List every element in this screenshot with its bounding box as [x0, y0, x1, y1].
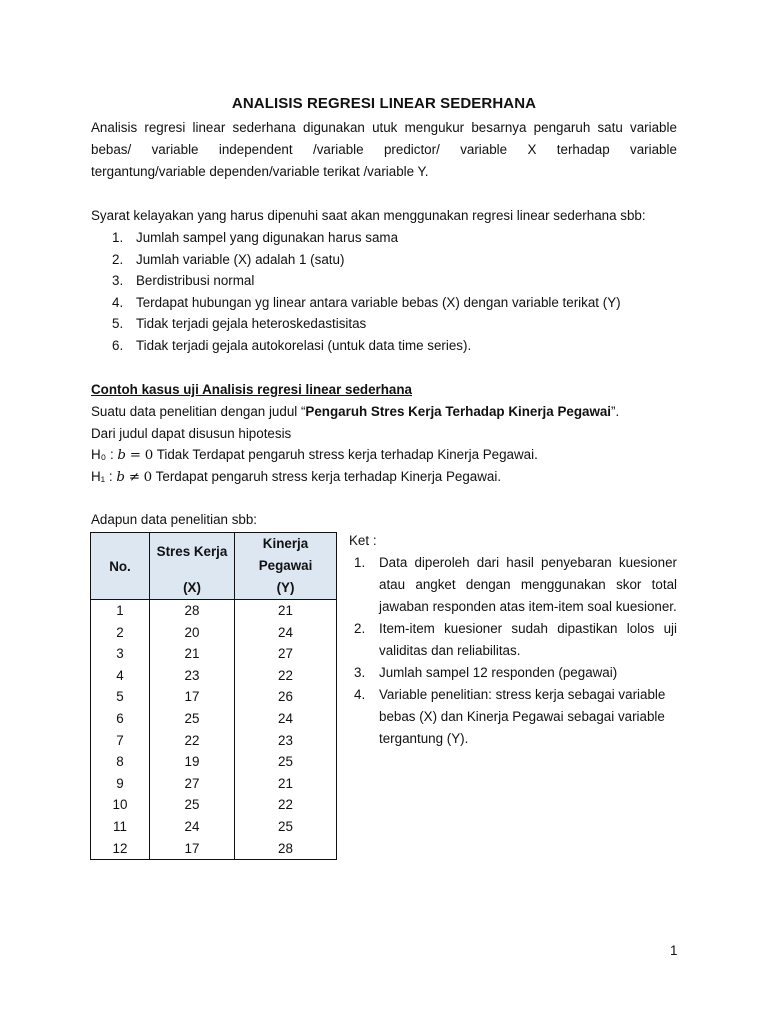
cell-y: 26 — [235, 686, 337, 708]
cell-no: 9 — [91, 773, 150, 795]
list-text: Item-item kuesioner sudah dipastikan lolos uji validitas dan reliabilitas. — [379, 621, 677, 658]
contoh-heading: Contoh kasus uji Analisis regresi linear sederhana — [91, 382, 412, 397]
word: X — [527, 142, 537, 157]
cell-y: 25 — [235, 751, 337, 773]
list-item — [112, 292, 672, 314]
h0-value: 0 — [144, 448, 154, 463]
header-no: No. — [91, 533, 150, 600]
word: variable — [460, 142, 508, 157]
table-row — [91, 622, 337, 644]
cell-x: 19 — [150, 751, 235, 773]
list-item — [112, 270, 672, 292]
cell-x: 27 — [150, 773, 235, 795]
list-text: Jumlah variable (X) adalah 1 (satu) — [136, 251, 345, 267]
cell-y: 23 — [235, 730, 337, 752]
cell-no: 11 — [91, 816, 150, 838]
cell-x: 17 — [150, 838, 235, 860]
cell-x: 28 — [150, 600, 235, 622]
h0-variable: b — [117, 448, 126, 463]
hypothesis-h0 — [91, 444, 538, 467]
table-row — [91, 773, 337, 795]
word: regresi — [144, 120, 186, 135]
ket-list — [354, 552, 677, 750]
list-item — [112, 335, 672, 357]
header-x-label: Stres Kerja — [156, 544, 228, 559]
header-y-symbol: (Y) — [276, 580, 295, 595]
word: besarnya — [471, 120, 527, 135]
list-number: 3. — [112, 273, 124, 289]
h1-operator: ≠ — [128, 470, 140, 485]
syarat-intro: Syarat kelayakan yang harus dipenuhi saat akan menggunakan regresi linear sederhana sbb: — [91, 208, 646, 223]
cell-no: 4 — [91, 665, 150, 687]
cell-y: 21 — [235, 600, 337, 622]
study-suffix: ”. — [611, 404, 620, 419]
header-y — [235, 533, 337, 600]
cell-no: 12 — [91, 838, 150, 860]
cell-no: 3 — [91, 643, 150, 665]
list-item — [112, 227, 672, 249]
word: variable — [151, 142, 199, 157]
word: utuk — [372, 120, 398, 135]
word: variable — [630, 120, 677, 135]
list-text: Variable penelitian: stress kerja sebagai variable bebas (X) dan Kinerja Pegawai sebagai variable tergantung (Y). — [379, 687, 666, 746]
list-number: 2. — [354, 621, 366, 636]
h1-label: H₁ : — [91, 469, 113, 484]
table-row — [91, 686, 337, 708]
cell-no: 6 — [91, 708, 150, 730]
list-item — [354, 618, 677, 662]
list-text: Jumlah sampel yang digunakan harus sama — [136, 230, 399, 245]
word: independent — [218, 142, 293, 157]
list-item — [354, 552, 677, 618]
word: satu — [597, 120, 623, 135]
hipotesis-intro: Dari judul dapat disusun hipotesis — [91, 426, 292, 441]
table-row — [91, 730, 337, 752]
header-x — [150, 533, 235, 600]
cell-no: 1 — [91, 600, 150, 622]
cell-x: 22 — [150, 730, 235, 752]
list-text: Berdistribusi normal — [136, 273, 255, 289]
word: Analisis — [91, 120, 138, 135]
table-row — [91, 708, 337, 730]
data-intro: Adapun data penelitian sbb: — [91, 512, 258, 527]
intro-paragraph — [91, 117, 677, 183]
h0-label: H₀ : — [91, 447, 114, 462]
list-item — [112, 249, 672, 271]
word: pengaruh — [533, 120, 591, 135]
intro-line-1 — [91, 117, 677, 139]
cell-x: 21 — [150, 643, 235, 665]
word: sederhana — [232, 120, 296, 135]
cell-no: 7 — [91, 730, 150, 752]
cell-y: 28 — [235, 838, 337, 860]
syarat-list — [112, 227, 672, 357]
header-x-symbol: (X) — [183, 580, 201, 595]
cell-y: 21 — [235, 773, 337, 795]
list-number: 6. — [112, 337, 124, 353]
list-text: Terdapat hubungan yg linear antara variable bebas (X) dengan variable terikat (Y) — [136, 294, 621, 310]
list-number: 2. — [112, 251, 124, 267]
list-number: 1. — [354, 555, 366, 570]
word: predictor/ — [383, 142, 440, 157]
cell-x: 20 — [150, 622, 235, 644]
list-text: Jumlah sampel 12 responden (pegawai) — [379, 665, 618, 680]
table-row — [91, 794, 337, 816]
cell-y: 22 — [235, 665, 337, 687]
cell-x: 23 — [150, 665, 235, 687]
intro-line-2 — [91, 139, 677, 161]
hypothesis-h1 — [91, 466, 501, 489]
list-item — [112, 313, 672, 335]
data-table — [90, 532, 337, 860]
cell-y: 27 — [235, 643, 337, 665]
intro-line-3: tergantung/variable dependen/variable terikat /variable Y. — [91, 164, 429, 179]
list-text: Tidak terjadi gejala heteroskedastisitas — [136, 316, 367, 332]
study-title: Pengaruh Stres Kerja Terhadap Kinerja Pegawai — [305, 404, 612, 419]
header-y-label-2: Pegawai — [258, 558, 313, 573]
table-row — [91, 600, 337, 622]
h1-text: Terdapat pengaruh stress kerja terhadap Kinerja Pegawai. — [155, 469, 502, 484]
word: digunakan — [303, 120, 365, 135]
cell-x: 17 — [150, 686, 235, 708]
h1-value: 0 — [143, 470, 153, 485]
list-text: Tidak terjadi gejala autokorelasi (untuk data time series). — [136, 337, 472, 353]
word: bebas/ — [91, 142, 132, 157]
study-title-line — [91, 401, 619, 423]
cell-no: 5 — [91, 686, 150, 708]
cell-no: 2 — [91, 622, 150, 644]
table-row — [91, 751, 337, 773]
ket-label: Ket : — [349, 533, 377, 548]
list-number: 1. — [112, 230, 124, 245]
list-number: 5. — [112, 316, 124, 332]
table-row — [91, 838, 337, 860]
list-number: 4. — [354, 687, 366, 702]
cell-x: 24 — [150, 816, 235, 838]
list-number: 3. — [354, 665, 366, 680]
table-row — [91, 665, 337, 687]
h0-text: Tidak Terdapat pengaruh stress kerja terhadap Kinerja Pegawai. — [156, 447, 538, 462]
h0-operator: = — [129, 448, 141, 463]
word: variable — [630, 142, 677, 157]
cell-y: 24 — [235, 622, 337, 644]
word: /variable — [312, 142, 364, 157]
table-header-row — [91, 533, 337, 600]
word: mengukur — [404, 120, 465, 135]
header-y-label-1: Kinerja — [262, 536, 309, 551]
cell-y: 22 — [235, 794, 337, 816]
cell-y: 25 — [235, 816, 337, 838]
list-text: Data diperoleh dari hasil penyebaran kuesioner atau angket dengan menggunakan skor total jawaban responden atas item-item soal kuesioner. — [379, 555, 677, 614]
word: terhadap — [556, 142, 610, 157]
cell-x: 25 — [150, 794, 235, 816]
cell-no: 8 — [91, 751, 150, 773]
list-item — [354, 662, 677, 684]
study-prefix: Suatu data penelitian dengan judul “ — [91, 404, 306, 419]
table-row — [91, 816, 337, 838]
h1-variable: b — [116, 470, 125, 485]
cell-no: 10 — [91, 794, 150, 816]
list-number: 4. — [112, 294, 124, 310]
word: linear — [192, 120, 226, 135]
cell-y: 24 — [235, 708, 337, 730]
list-item — [354, 684, 677, 750]
cell-x: 25 — [150, 708, 235, 730]
page-number: 1 — [670, 943, 678, 958]
table-row — [91, 643, 337, 665]
document-title: ANALISIS REGRESI LINEAR SEDERHANA — [231, 95, 537, 112]
